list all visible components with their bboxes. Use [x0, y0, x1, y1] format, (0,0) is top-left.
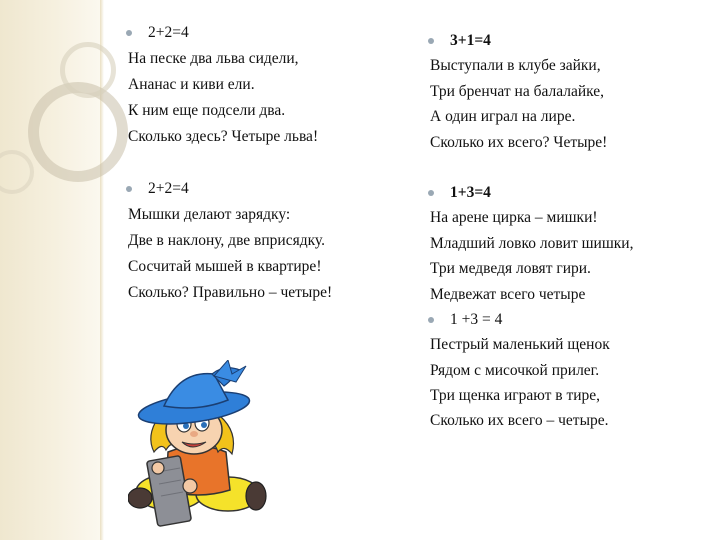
poem-line: Рядом с мисочкой прилег. — [430, 361, 600, 379]
poem-heading-text: 2+2=4 — [148, 180, 189, 197]
poem-line: А один играл на лире. — [430, 108, 576, 126]
poem-line: К ним еще подсели два. — [128, 102, 286, 119]
poem-line: Сколько здесь? Четыре льва! — [128, 128, 319, 145]
bullet-icon — [126, 30, 132, 36]
poem-line: Сколько их всего – четыре. — [430, 412, 609, 430]
poem-line: Пестрый маленький щенок — [430, 336, 610, 354]
poem-line: На арене цирка – мишки! — [430, 209, 598, 227]
poem-heading — [428, 180, 710, 205]
poem-heading — [428, 28, 710, 53]
poem-heading-text: 1 +3 = 4 — [450, 310, 503, 328]
cartoon-boy-illustration — [128, 360, 268, 530]
poem-line: Сколько их всего? Четыре! — [430, 133, 608, 151]
poem-line: Мышки делают зарядку: — [128, 206, 291, 223]
poem-heading-text: 1+3=4 — [450, 183, 491, 201]
poem-line: Сколько? Правильно – четыре! — [128, 284, 333, 301]
bullet-icon — [126, 186, 132, 192]
poem-line: Три щенка играют в тире, — [430, 387, 601, 405]
poem-line: Три бренчат на балалайке, — [430, 82, 605, 100]
poem-column-right — [430, 28, 710, 434]
poem-line: Три медведя ловят гири. — [430, 260, 591, 278]
decorative-ring-small — [60, 42, 116, 98]
poem-line: Ананас и киви ели. — [128, 76, 255, 93]
bullet-icon — [428, 317, 434, 323]
poem-line: Младший ловко ловит шишки, — [430, 234, 634, 252]
poem-column-left — [128, 20, 398, 306]
poem-heading — [428, 307, 710, 332]
poem-line: Выступали в клубе зайки, — [430, 57, 601, 75]
stanza-gap — [430, 155, 710, 180]
poem-heading-text: 2+2=4 — [148, 24, 189, 41]
bullet-icon — [428, 190, 434, 196]
poem-line: На песке два льва сидели, — [128, 50, 299, 67]
poem-line: Медвежат всего четыре — [430, 285, 586, 303]
decorative-ring-large — [28, 82, 128, 182]
poem-heading — [126, 20, 398, 46]
poem-heading-text: 3+1=4 — [450, 32, 491, 49]
poem-line: Две в наклону, две вприсядку. — [128, 232, 325, 249]
bullet-icon — [428, 38, 434, 44]
poem-heading — [126, 176, 398, 202]
stanza-gap — [128, 150, 398, 176]
poem-line: Сосчитай мышей в квартире! — [128, 258, 322, 275]
